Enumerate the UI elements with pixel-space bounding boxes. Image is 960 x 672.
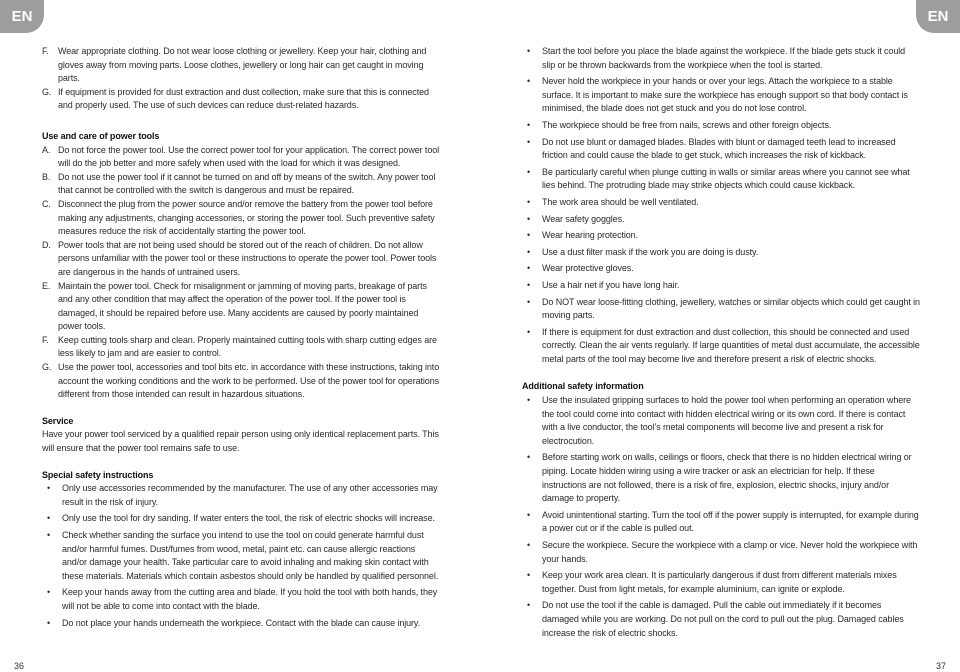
right-column [522,45,920,643]
language-tab-right [916,0,960,33]
section-heading-use-care: Use and care of power tools [42,130,160,141]
bullet-item: • Start the tool before you place the blade against the workpiece. If the blade gets stuck it could slip or be thrown backwards from the workpiece when the tool is started. [522,45,920,72]
list-item [42,86,440,113]
additional-bullet-list [522,394,920,640]
bullet-item: • Do not place your hands underneath the workpiece. Contact with the blade can cause injury. [42,617,440,631]
bullet-item: • Only use the tool for dry sanding. If water enters the tool, the risk of electric shocks will increase. [42,512,440,526]
bullet-item: • If there is equipment for dust extraction and dust collection, this should be connected and used correctly. Clean the air vents regularly. If large quantities of metal dust accumulate, the accessible metal parts of the tool may become live and therefore present a risk of electric shocks. [522,326,920,367]
item-text: Wear appropriate clothing. Do not wear loose clothing or jewellery. Keep your hair, clothing and gloves away from moving parts. Loose clothes, jewellery or long hair can get caught in moving parts. [58,46,427,84]
item-text: Do not force the power tool. Use the correct power tool for your application. The correct power tool will do the job better and more safely when used with the load for which it was designed. [58,144,440,169]
item-text: Keep cutting tools sharp and clean. Properly maintained cutting tools with sharp cutting edges are less likely to jam and are easier to control. [58,334,437,359]
item-text: Maintain the power tool. Check for misalignment or jamming of moving parts, breakage of parts and any other condition that may affect the operation of the power tool. If the power tool is damaged, it should be repaired before use. Many accidents are caused by poorly maintained power tools. [58,280,427,332]
list-item [42,171,440,198]
service-paragraph: Have your power tool serviced by a qualified repair person using only identical replacement parts. This will ensure that the power tool remains safe to use. [42,429,439,454]
bullet-item: • Be particularly careful when plunge cutting in walls or similar areas where you cannot see what lies behind. The protruding blade may strike objects which could cause kickback. [522,166,920,193]
language-tab-left [0,0,44,33]
item-letter: F. [42,334,49,345]
special-bullet-list [42,482,440,630]
list-item [42,239,440,280]
language-label-right: EN [927,8,949,25]
language-label-left: EN [11,8,33,25]
list-item [42,334,440,361]
bullet-item: • The workpiece should be free from nails, screws and other foreign objects. [522,119,920,133]
bullet-item: • Keep your work area clean. It is particularly dangerous if dust from different materials mixes together. Dust from light metals, for example aluminium, can ignite or explode. [522,569,920,596]
list-item [42,361,440,402]
item-letter: D. [42,239,51,250]
item-text: Disconnect the plug from the power source and/or remove the battery from the power tool before making any adjustments, changing accessories, or storing the power tool. Such preventive safety measures reduce the risk of accidentally starting the power tool. [58,198,435,237]
section-heading-additional: Additional safety information [522,381,644,392]
bullet-item: • Before starting work on walls, ceilings or floors, check that there is no hidden electrical wiring or piping. Locate hidden wiring using a wire tracker or ask an electrician for help. If these instructions are not followed, there is a risk of fire, explosion, electric shocks, injury and/or damage to property. [522,451,920,505]
bullet-item: • Only use accessories recommended by the manufacturer. The use of any other accessories may result in the risk of injury. [42,482,440,509]
bullet-item: • Secure the workpiece. Secure the workpiece with a clamp or vice. Never hold the workpiece with your hands. [522,539,920,566]
list-item [42,280,440,334]
bullet-item: • Keep your hands away from the cutting area and blade. If you hold the tool with both hands, they will not be able to come into contact with the blade. [42,586,440,613]
bullet-item: • Check whether sanding the surface you intend to use the tool on could generate harmful dust and/or harmful fumes. Dust/fumes from wood, metal, paint etc. can cause allergic reactions and/or damage your health. Take particular care to avoid inhaling and making skin contact with these materials. Materials which contain asbestos should only be handled by qualified personnel. [42,529,440,583]
item-letter: G. [42,362,52,373]
bullet-item: • The work area should be well ventilated. [522,196,920,210]
left-column [42,45,440,633]
list-item [42,144,440,171]
page-number-left: 36 [14,661,25,671]
bullet-item: • Use a dust filter mask if the work you are doing is dusty. [522,246,920,260]
bullet-item: • Use a hair net if you have long hair. [522,279,920,293]
item-letter: G. [42,86,52,97]
item-text: If equipment is provided for dust extraction and dust collection, make sure that this is connected and properly used. The use of such devices can reduce dust-related hazards. [58,86,429,111]
bullet-item: • Use the insulated gripping surfaces to hold the power tool when performing an operation where the tool could come into contact with hidden electrical wiring or its own cord. If there is contact with a live conductor, the tool’s metal components will become live and present a risk for electrocution. [522,394,920,448]
bullet-item: • Wear hearing protection. [522,229,920,243]
item-letter: A. [42,144,51,155]
bullet-item: • Do not use the tool if the cable is damaged. Pull the cable out immediately if it becomes damaged while you are working. Do not pull on the cord to pull out the plug. Damaged cables increase the risk of electric shocks. [522,599,920,640]
list-item [42,198,440,239]
bullet-item: • Wear safety goggles. [522,213,920,227]
bullet-item: • Wear protective gloves. [522,262,920,276]
right-bullet-list [522,45,920,366]
list-item [42,45,440,86]
bullet-item: • Avoid unintentional starting. Turn the tool off if the power supply is interrupted, for example during a power cut or if the cable is pulled out. [522,509,920,536]
item-letter: C. [42,198,51,209]
item-letter: F. [42,46,49,56]
bullet-item: • Do not use blunt or damaged blades. Blades with blunt or damaged teeth lead to increased friction and could cause the blade to get stuck, which increases the risk of kickback. [522,136,920,163]
item-letter: B. [42,171,51,182]
section-heading-special: Special safety instructions [42,469,154,480]
item-text: Do not use the power tool if it cannot be turned on and off by means of the switch. Any power tool that cannot be controlled with the switch is dangerous and must be repaired. [58,171,436,196]
item-letter: E. [42,280,51,291]
bullet-item: • Do NOT wear loose-fitting clothing, jewellery, watches or similar objects which could get caught in moving parts. [522,296,920,323]
item-text: Power tools that are not being used should be stored out of the reach of children. Do not allow persons unfamiliar with the power tool or these instructions to operate the power tool. Power tools are dangerous in the hands of untrained users. [58,239,437,277]
section-heading-service: Service [42,415,74,426]
item-text: Use the power tool, accessories and tool bits etc. in accordance with these instructions, taking into account the working conditions and the work to be performed. Use of the power tool for operations different from those intended can result in hazardous situations. [58,362,440,400]
bullet-item: • Never hold the workpiece in your hands or over your legs. Attach the workpiece to a stable surface. It is important to make sure the workpiece has enough support so that body contact is minimised, the blade does not get stuck and you do not lose control. [522,75,920,116]
page-number-right: 37 [935,661,946,671]
